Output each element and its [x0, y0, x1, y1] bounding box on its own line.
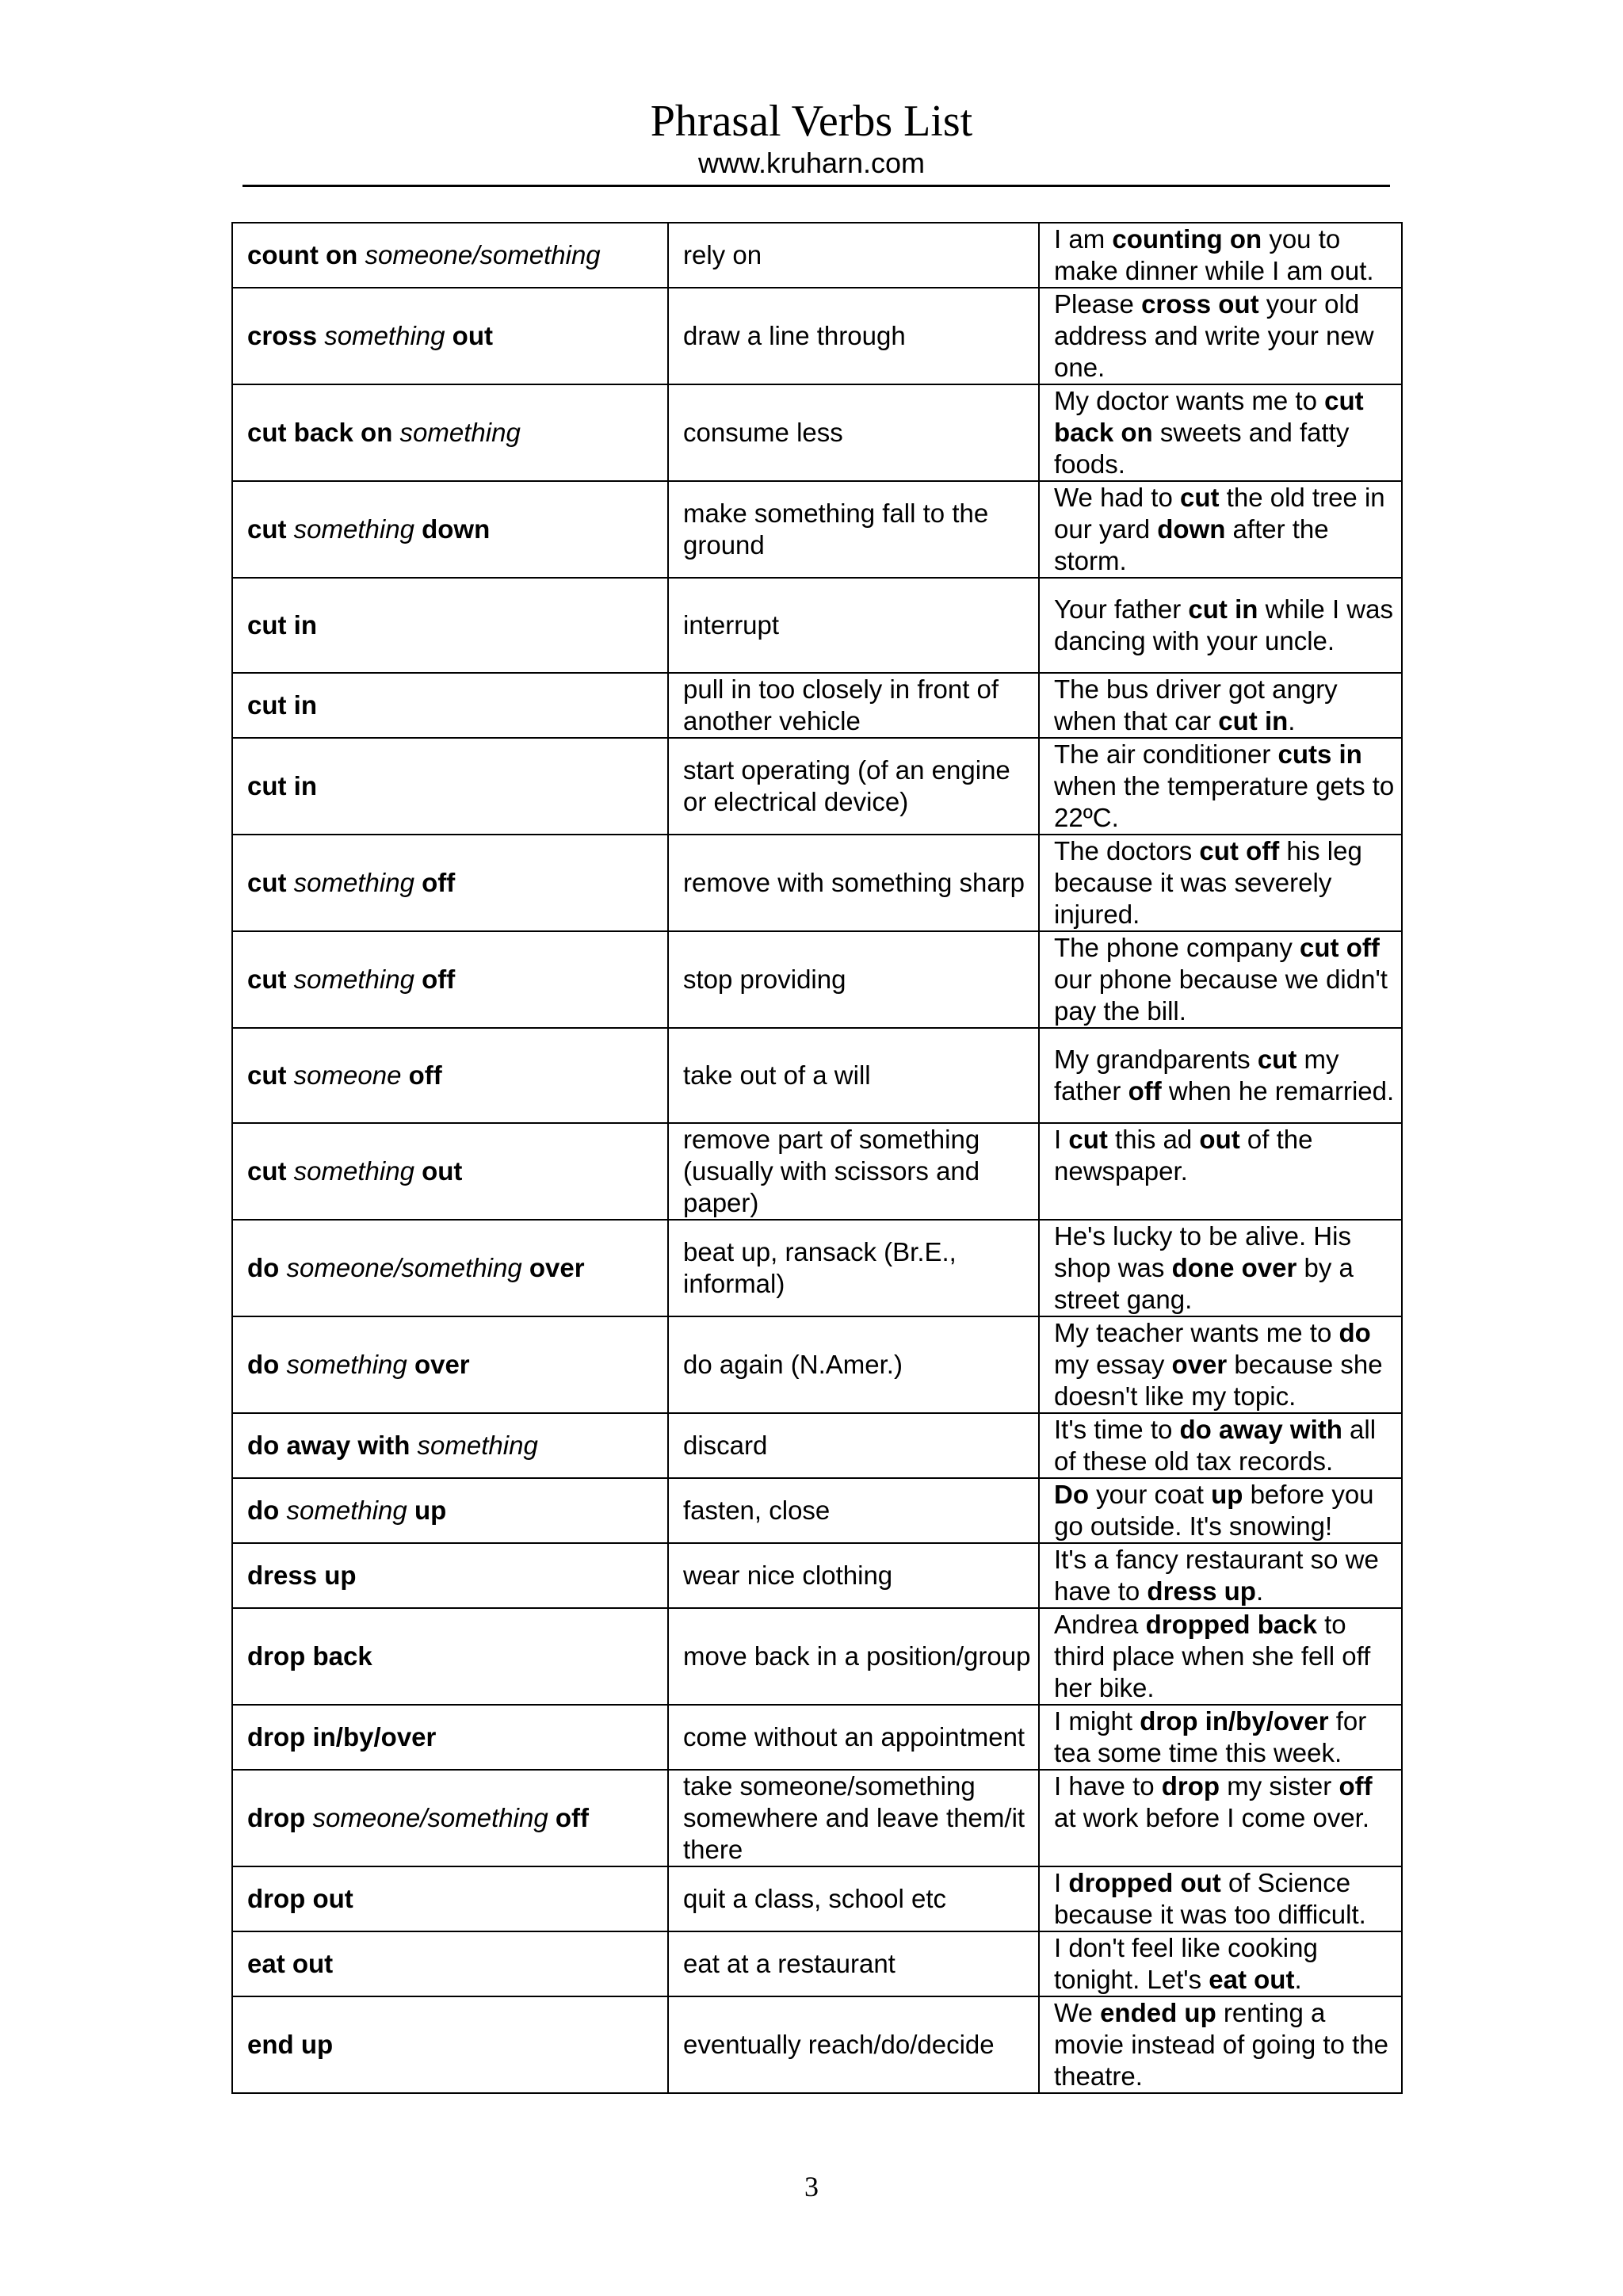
text-run: My teacher wants me to — [1054, 1318, 1339, 1347]
bold-text: off — [555, 1803, 589, 1832]
table-row — [232, 1123, 1402, 1220]
table-row — [232, 578, 1402, 673]
text-run: to third place when she fell off her bike. — [1054, 1610, 1371, 1702]
bold-text: dress up — [1147, 1576, 1256, 1606]
text-run — [445, 321, 453, 350]
text-run — [522, 1253, 529, 1282]
meaning-cell: discard — [668, 1413, 1039, 1478]
text-run: by a street gang. — [1054, 1253, 1354, 1314]
italic-text: someone/something — [286, 1253, 522, 1282]
bold-text: do — [247, 1496, 280, 1525]
example-cell — [1039, 1220, 1402, 1316]
text-run: I — [1054, 1125, 1069, 1154]
text-run: before you go outside. It's snowing! — [1054, 1480, 1374, 1541]
bold-text: off — [422, 868, 456, 897]
italic-text: something — [286, 1350, 407, 1379]
table-row — [232, 1478, 1402, 1543]
example-cell — [1039, 1478, 1402, 1543]
phrasal-verb-cell — [232, 835, 668, 931]
meaning-cell: beat up, ransack (Br.E., informal) — [668, 1220, 1039, 1316]
bold-text: do away with — [1179, 1415, 1342, 1444]
text-run: He's lucky to be alive. His shop was — [1054, 1221, 1351, 1282]
meaning-cell: remove part of something (usually with scissors and paper) — [668, 1123, 1039, 1220]
text-run: my sister — [1220, 1771, 1339, 1801]
example-cell — [1039, 578, 1402, 673]
meaning-cell: eventually reach/do/decide — [668, 1996, 1039, 2093]
table-row — [232, 1770, 1402, 1866]
bold-text: ended up — [1100, 1998, 1216, 2027]
bold-text: off — [408, 1060, 442, 1090]
meaning-cell: take someone/something somewhere and leave them/it there — [668, 1770, 1039, 1866]
phrasal-verb-cell — [232, 1770, 668, 1866]
phrasal-verb-cell — [232, 1996, 668, 2093]
text-run: his leg because it was severely injured. — [1054, 836, 1362, 929]
meaning-cell: quit a class, school etc — [668, 1866, 1039, 1931]
phrasal-verb-cell — [232, 578, 668, 673]
bold-text: over — [1171, 1350, 1228, 1379]
text-run — [287, 965, 294, 994]
phrasal-verb-cell — [232, 673, 668, 738]
text-run: Andrea — [1054, 1610, 1146, 1639]
text-run: this ad — [1107, 1125, 1200, 1154]
meaning-cell: take out of a will — [668, 1028, 1039, 1123]
text-run — [414, 1156, 422, 1186]
text-run: of the newspaper. — [1054, 1125, 1313, 1186]
bold-text: drop in/by/over — [1140, 1706, 1329, 1736]
bold-text: cut off — [1199, 836, 1280, 865]
meaning-cell: move back in a position/group — [668, 1608, 1039, 1705]
text-run: sweets and fatty foods. — [1054, 418, 1350, 479]
phrasal-verb-cell — [232, 1705, 668, 1770]
bold-text: do — [1338, 1318, 1371, 1347]
meaning-cell: fasten, close — [668, 1478, 1039, 1543]
meaning-cell: wear nice clothing — [668, 1543, 1039, 1608]
text-run: . — [1255, 1576, 1264, 1606]
italic-text: something — [293, 965, 414, 994]
text-run — [414, 868, 422, 897]
text-run: The doctors — [1054, 836, 1200, 865]
bold-text: out — [422, 1156, 463, 1186]
table-row — [232, 1996, 1402, 2093]
bold-text: dropped out — [1068, 1868, 1221, 1897]
example-cell — [1039, 931, 1402, 1028]
table-row — [232, 835, 1402, 931]
text-run: you to make dinner while I am out. — [1054, 224, 1374, 285]
text-run: the old tree in our yard — [1054, 483, 1385, 544]
bold-text: over — [414, 1350, 470, 1379]
italic-text: someone — [293, 1060, 402, 1090]
text-run: your old address and write your new one. — [1054, 289, 1374, 382]
text-run: renting a movie instead of going to the theatre. — [1054, 1998, 1388, 2091]
bold-text: down — [1157, 514, 1226, 544]
page-title: Phrasal Verbs List — [650, 97, 973, 146]
example-cell — [1039, 673, 1402, 738]
bold-text: cut — [247, 1060, 287, 1090]
text-run: It's time to — [1054, 1415, 1180, 1444]
example-cell — [1039, 1413, 1402, 1478]
meaning-cell: make something fall to the ground — [668, 481, 1039, 578]
text-run — [414, 965, 422, 994]
phrasal-verb-cell — [232, 481, 668, 578]
italic-text: something — [399, 418, 521, 447]
example-cell — [1039, 1996, 1402, 2093]
bold-text: off — [1128, 1076, 1162, 1106]
meaning-cell: come without an appointment — [668, 1705, 1039, 1770]
example-cell — [1039, 1028, 1402, 1123]
meaning-cell: do again (N.Amer.) — [668, 1316, 1039, 1413]
text-run — [392, 418, 399, 447]
text-run: my essay — [1054, 1350, 1172, 1379]
bold-text: dropped back — [1145, 1610, 1317, 1639]
table-row — [232, 1413, 1402, 1478]
bold-text: cut off — [1300, 933, 1380, 962]
bold-text: cut — [1068, 1125, 1108, 1154]
text-run — [287, 1156, 294, 1186]
bold-text: up — [414, 1496, 447, 1525]
text-run: after the storm. — [1054, 514, 1329, 575]
bold-text: cut in — [1188, 594, 1258, 624]
phrasal-verb-cell — [232, 1543, 668, 1608]
text-run: It's a fancy restaurant so we have to — [1054, 1545, 1379, 1606]
text-run: of Science because it was too difficult. — [1054, 1868, 1366, 1929]
bold-text: drop — [1161, 1771, 1220, 1801]
example-cell — [1039, 1866, 1402, 1931]
example-cell — [1039, 1543, 1402, 1608]
italic-text: something — [293, 868, 414, 897]
phrasal-verb-cell — [232, 1316, 668, 1413]
italic-text: something — [293, 514, 414, 544]
text-run: My grandparents — [1054, 1045, 1258, 1074]
bold-text: do — [247, 1253, 280, 1282]
text-run: The phone company — [1054, 933, 1300, 962]
bold-text: cut back on — [1054, 386, 1364, 447]
phrasal-verbs-table — [231, 222, 1403, 2094]
text-run — [287, 514, 294, 544]
text-run — [279, 1253, 286, 1282]
phrasal-verb-cell — [232, 1123, 668, 1220]
header-divider — [242, 185, 1390, 187]
text-run: . — [1294, 1965, 1302, 1994]
bold-text: cut — [247, 868, 287, 897]
table-row — [232, 481, 1402, 578]
meaning-cell: draw a line through — [668, 288, 1039, 384]
text-run: while I was dancing with your uncle. — [1054, 594, 1393, 655]
text-run: all of these old tax records. — [1054, 1415, 1377, 1476]
meaning-cell: start operating (of an engine or electrical device) — [668, 738, 1039, 835]
bold-text: do — [247, 1350, 280, 1379]
bold-text: cut — [1257, 1045, 1297, 1074]
page-number: 3 — [804, 2171, 819, 2202]
text-run — [407, 1496, 414, 1525]
example-cell — [1039, 223, 1402, 288]
bold-text: end up — [247, 2030, 334, 2059]
bold-text: off — [1338, 1771, 1373, 1801]
italic-text: someone/something — [312, 1803, 548, 1832]
table-row — [232, 1866, 1402, 1931]
text-run: We — [1054, 1998, 1101, 2027]
bold-text: done over — [1171, 1253, 1297, 1282]
table-row — [232, 1316, 1402, 1413]
text-run: my father — [1054, 1045, 1339, 1106]
text-run: We had to — [1054, 483, 1180, 512]
bold-text: out — [1199, 1125, 1240, 1154]
text-run — [414, 514, 422, 544]
phrasal-verb-cell — [232, 223, 668, 288]
table-body — [232, 223, 1402, 2093]
meaning-cell: rely on — [668, 223, 1039, 288]
bold-text: cuts in — [1277, 739, 1362, 769]
table-row — [232, 1608, 1402, 1705]
table-row — [232, 223, 1402, 288]
text-run — [279, 1350, 286, 1379]
text-run: Your father — [1054, 594, 1189, 624]
meaning-cell: eat at a restaurant — [668, 1931, 1039, 1996]
table-row — [232, 738, 1402, 835]
text-run: The air conditioner — [1054, 739, 1278, 769]
phrasal-verb-cell — [232, 1028, 668, 1123]
table-row — [232, 1705, 1402, 1770]
phrasal-verb-cell — [232, 1478, 668, 1543]
text-run — [287, 1060, 294, 1090]
text-run — [548, 1803, 556, 1832]
bold-text: cross out — [1141, 289, 1259, 319]
phrasal-verb-cell — [232, 1413, 668, 1478]
bold-text: drop — [247, 1803, 306, 1832]
text-run: when he remarried. — [1161, 1076, 1395, 1106]
example-cell — [1039, 1931, 1402, 1996]
phrasal-verb-cell — [232, 384, 668, 481]
bold-text: counting on — [1112, 224, 1262, 254]
bold-text: eat out — [247, 1949, 334, 1978]
phrasal-verb-cell — [232, 1608, 668, 1705]
text-run — [279, 1496, 286, 1525]
bold-text: cut — [247, 965, 287, 994]
phrasal-verb-cell — [232, 931, 668, 1028]
text-run — [287, 868, 294, 897]
text-run — [407, 1350, 414, 1379]
bold-text: down — [422, 514, 491, 544]
text-run: My doctor wants me to — [1054, 386, 1325, 415]
bold-text: cut in — [247, 610, 317, 640]
bold-text: dress up — [247, 1561, 357, 1590]
text-run: I have to — [1054, 1771, 1162, 1801]
meaning-cell: pull in too closely in front of another vehicle — [668, 673, 1039, 738]
bold-text: cut back on — [247, 418, 393, 447]
bold-text: up — [1211, 1480, 1243, 1509]
text-run: The bus driver got angry when that car — [1054, 674, 1338, 735]
text-run: our phone because we didn't pay the bill. — [1054, 965, 1388, 1026]
table-row — [232, 288, 1402, 384]
meaning-cell: stop providing — [668, 931, 1039, 1028]
meaning-cell: remove with something sharp — [668, 835, 1039, 931]
bold-text: cut — [247, 1156, 287, 1186]
bold-text: cut in — [247, 690, 317, 720]
text-run: because she doesn't like my topic. — [1054, 1350, 1383, 1411]
website-url: www.kruharn.com — [697, 147, 926, 179]
text-run: I — [1054, 1868, 1069, 1897]
bold-text: do away with — [247, 1431, 411, 1460]
bold-text: out — [452, 321, 493, 350]
example-cell — [1039, 835, 1402, 931]
example-cell — [1039, 481, 1402, 578]
text-run: when the temperature gets to 22ºC. — [1054, 771, 1395, 832]
text-run: at work before I come over. — [1054, 1803, 1370, 1832]
phrasal-verb-cell — [232, 1220, 668, 1316]
text-run: for tea some time this week. — [1054, 1706, 1367, 1767]
bold-text: cross — [247, 321, 318, 350]
example-cell — [1039, 384, 1402, 481]
phrasal-verb-cell — [232, 738, 668, 835]
table-row — [232, 1543, 1402, 1608]
table-row — [232, 384, 1402, 481]
text-run: I am — [1054, 224, 1113, 254]
bold-text: drop in/by/over — [247, 1722, 437, 1752]
text-run: . — [1288, 706, 1296, 735]
table-row — [232, 1931, 1402, 1996]
text-run: I don't feel like cooking tonight. Let's — [1054, 1933, 1318, 1994]
bold-text: cut — [247, 514, 287, 544]
bold-text: cut in — [247, 771, 317, 800]
italic-text: something — [324, 321, 445, 350]
meaning-cell: consume less — [668, 384, 1039, 481]
bold-text: eat out — [1209, 1965, 1295, 1994]
italic-text: something — [293, 1156, 414, 1186]
example-cell — [1039, 738, 1402, 835]
text-run: I might — [1054, 1706, 1140, 1736]
table-row — [232, 1220, 1402, 1316]
example-cell — [1039, 1770, 1402, 1866]
meaning-cell: interrupt — [668, 578, 1039, 673]
text-run — [305, 1803, 312, 1832]
text-run — [317, 321, 324, 350]
phrasal-verb-cell — [232, 1931, 668, 1996]
bold-text: over — [529, 1253, 585, 1282]
text-run — [410, 1431, 417, 1460]
bold-text: count on — [247, 240, 358, 269]
italic-text: something — [417, 1431, 538, 1460]
example-cell — [1039, 1316, 1402, 1413]
example-cell — [1039, 288, 1402, 384]
example-cell — [1039, 1608, 1402, 1705]
example-cell — [1039, 1705, 1402, 1770]
text-run: Please — [1054, 289, 1142, 319]
table-row — [232, 931, 1402, 1028]
bold-text: drop out — [247, 1884, 353, 1913]
phrasal-verb-cell — [232, 288, 668, 384]
table-row — [232, 673, 1402, 738]
italic-text: something — [286, 1496, 407, 1525]
example-cell — [1039, 1123, 1402, 1220]
text-run: your coat — [1089, 1480, 1212, 1509]
bold-text: cut — [1180, 483, 1220, 512]
bold-text: drop back — [247, 1641, 372, 1671]
text-run — [401, 1060, 408, 1090]
bold-text: cut in — [1218, 706, 1289, 735]
bold-text: Do — [1054, 1480, 1089, 1509]
italic-text: someone/something — [365, 240, 601, 269]
bold-text: off — [422, 965, 456, 994]
phrasal-verb-cell — [232, 1866, 668, 1931]
table-row — [232, 1028, 1402, 1123]
